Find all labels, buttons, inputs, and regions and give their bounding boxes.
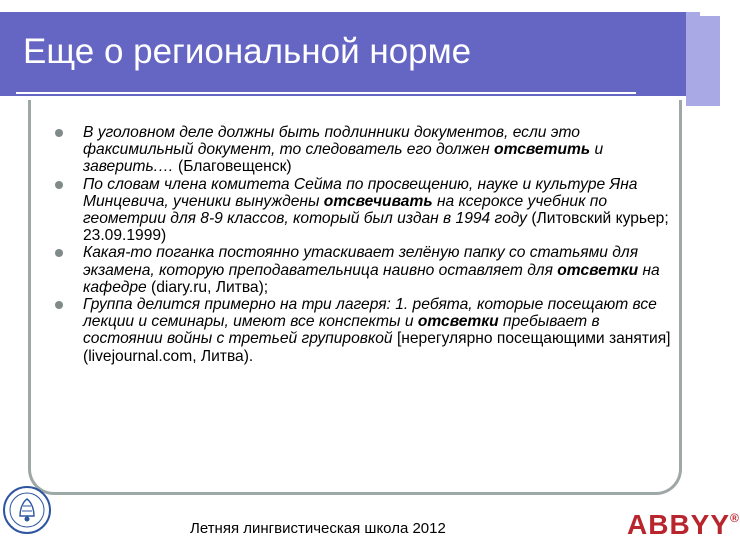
bullet-key-word: отсветки xyxy=(417,313,499,331)
bullet-text-cont: пребывает в состоянии войны с третьей групировкой xyxy=(83,313,600,348)
registered-mark: ® xyxy=(730,511,740,525)
bullet-dot-icon xyxy=(55,301,63,309)
slide-title: Еще о региональной норме xyxy=(23,32,472,71)
bullet-text: Группа делится примерно на три лагеря: 1. ребята, которые посещают все лекции и семинары, имеют все конспекты и xyxy=(83,296,657,331)
bullet-text: В уголовном деле должны быть подлинники документов, если это факсимильный документ, то следователь его должен xyxy=(83,124,580,159)
bullet-text-cont: на ксероксе учебник по геометрии для 8-9 классов, который был издан в 1994 году xyxy=(83,192,608,228)
corner-notch xyxy=(700,12,720,16)
bullet-source: [нерегулярно посещающими занятия] (livejournal.com, Литва). xyxy=(83,330,671,365)
bullet-source: (diary.ru, Литва); xyxy=(146,278,269,296)
bullet-item-3 xyxy=(55,244,675,296)
abbyy-logo xyxy=(627,509,740,541)
bullet-item-4 xyxy=(55,296,675,365)
bullet-key-word: отсвечивать xyxy=(323,192,433,210)
bullet-dot-icon xyxy=(55,249,63,257)
bullet-source: (Литовский курьер; 23.09.1999) xyxy=(83,210,669,245)
bullet-key-word: отсветки xyxy=(557,261,639,279)
abbyy-logo-text: ABBYY xyxy=(627,509,731,540)
slide-footer: Летняя лингвистическая школа 2012 xyxy=(190,520,446,537)
bullet-key-word: отсветить xyxy=(494,141,591,159)
bullet-source: (Благовещенск) xyxy=(173,158,292,176)
bullet-item-2 xyxy=(55,176,675,245)
bullet-text: По словам члена комитета Сейма по просвещению, науке и культуре Яна Минцевича, ученики вынуждены xyxy=(83,175,638,210)
bullet-text: Какая-то поганка постоянно утаскивает зелёную папку со статьями для экзамена, которую преподавательница наивно оставляет для xyxy=(83,244,639,279)
title-underline xyxy=(16,92,636,94)
bullet-list xyxy=(55,124,675,365)
bullet-item-1 xyxy=(55,124,675,176)
bullet-text-cont: на кафедре xyxy=(83,261,660,296)
university-seal-icon xyxy=(2,483,52,537)
bullet-dot-icon xyxy=(55,129,63,137)
corner-decoration xyxy=(686,12,720,106)
bullet-text-cont: и заверить.… xyxy=(83,141,604,176)
bullet-dot-icon xyxy=(55,181,63,189)
